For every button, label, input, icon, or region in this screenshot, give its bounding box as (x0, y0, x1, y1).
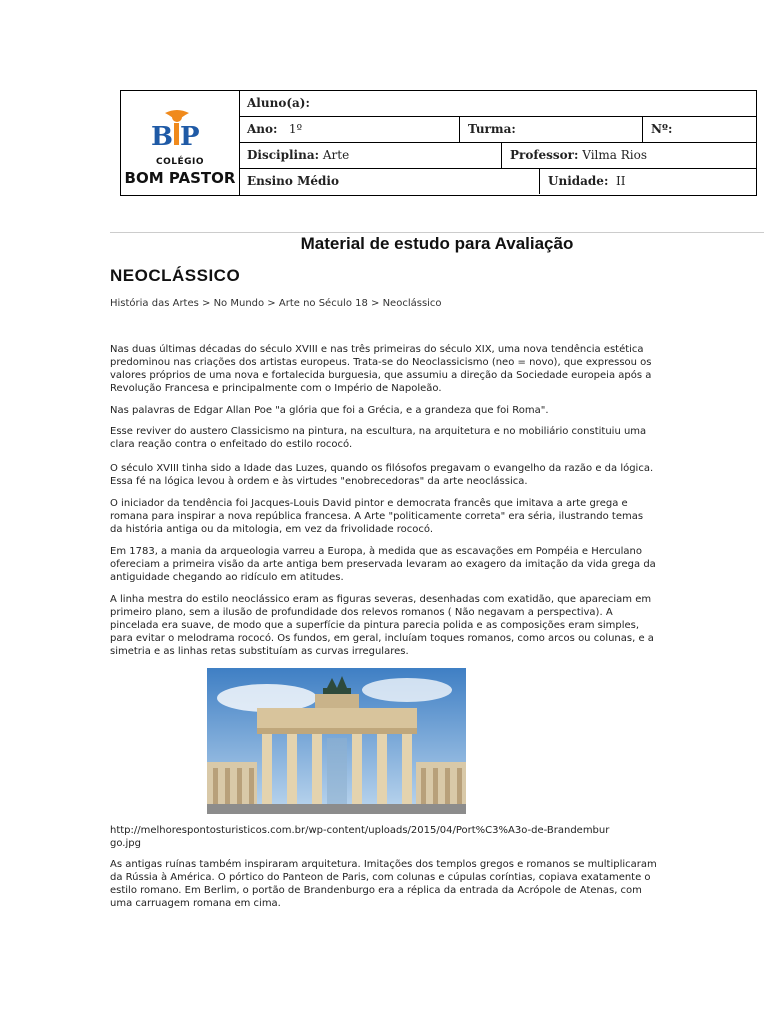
professor-value: Vilma Rios (582, 148, 647, 162)
professor-label: Professor: (510, 148, 579, 162)
svg-text:B: B (151, 122, 173, 149)
row-ensino (239, 169, 757, 195)
unidade-field (539, 169, 757, 194)
row-ano (239, 117, 757, 143)
school-prefix: COLÉGIO (155, 157, 205, 167)
breadcrumb: História das Artes > No Mundo > Arte no Século 18 > Neoclássico (110, 298, 442, 309)
disciplina-value: Arte (322, 148, 350, 162)
divider (110, 232, 764, 233)
row-disciplina (239, 143, 757, 169)
turma-label: Turma: (468, 122, 516, 136)
aluno-field (239, 91, 757, 116)
ano-value: 1º (288, 122, 303, 136)
turma-field (459, 117, 642, 142)
numero-field (642, 117, 757, 142)
svg-text:P: P (180, 122, 200, 149)
professor-field (501, 143, 757, 168)
document-title: Material de estudo para Avaliação (300, 234, 574, 253)
unidade-value: II (616, 174, 626, 188)
school-logo (121, 91, 240, 195)
row-aluno (239, 91, 757, 117)
numero-label: Nº: (651, 122, 673, 136)
aluno-label: Aluno(a): (247, 96, 310, 110)
paragraph: O século XVIII tinha sido a Idade das Luzes, quando os filósofos pregavam o evangelho da razão e da lógica. Essa fé na lógica levou à ordem e às virtudes "enobrecedoras" da arte neoclássica. (110, 463, 654, 487)
ensino-label: Ensino Médio (247, 174, 339, 188)
paragraph: Em 1783, a mania da arqueologia varreu a Europa, à medida que as escavações em Pompéia e Herculano ofereciam a primeira visão da arte antiga bem preservada levaram ao exagero da imitação da vida grega da antiguidade chegando ao ridículo em atitudes. (110, 546, 656, 583)
paragraph: As antigas ruínas também inspiraram arquitetura. Imitações dos templos gregos e romanos se multiplicaram da Rússia à América. O pórtico do Panteon de Paris, com colunas e cúpulas coríntias, copiava exatamente o estilo romano. Em Berlim, o portão de Brandenburgo era a réplica da entrada da Acrópole de Atenas, com uma carruagem romana em cima. (110, 859, 657, 909)
header-table (120, 90, 757, 196)
bom-pastor-logo-mark (147, 109, 207, 149)
image-source-link[interactable]: http://melhorespontosturisticos.com.br/wp-content/uploads/2015/04/Port%C3%A3o-de-Brandemburgo.jpg (110, 825, 610, 849)
brandenburg-gate-photo (207, 668, 466, 814)
unidade-label: Unidade: (548, 174, 609, 188)
ano-label: Ano: (247, 122, 278, 136)
paragraph: Nas duas últimas décadas do século XVIII e nas três primeiras do século XIX, uma nova tendência estética predominou nas criações dos artistas europeus. Trata-se do Neoclassicismo (neo = novo), que expressou os valores próprios de uma nova e fortalecida burguesia, que assumiu a direção da Sociedade europeia após a Revolução Francesa e principalmente com o Império de Napoleão. (110, 344, 652, 394)
section-title: NEOCLÁSSICO (110, 266, 241, 285)
paragraph: O iniciador da tendência foi Jacques-Louis David pintor e democrata francês que imitava a arte grega e romana para inspirar a nova república francesa. A Arte "politicamente correta" era séria, ilustrando temas da história antiga ou da mitologia, em vez da frivolidade rococó. (110, 498, 644, 535)
ensino-field (239, 169, 539, 194)
ano-field (239, 117, 459, 142)
school-name: BOM PASTOR (124, 169, 236, 187)
paragraph: Nas palavras de Edgar Allan Poe "a glória que foi a Grécia, e a grandeza que foi Roma". (110, 405, 549, 416)
paragraph: A linha mestra do estilo neoclássico eram as figuras severas, desenhadas com exatidão, que apareciam em primeiro plano, sem a ilusão de profundidade dos relevos romanos ( Não negavam a perspectiva). A pincelada era suave, de modo que a superfície da pintura parecia polida e as composições eram simples, para evitar o melodrama rococó. Os fundos, em geral, incluíam toques romanos, como arcos ou colunas, e a simetria e as linhas retas substituíam as curvas irregulares. (110, 594, 654, 657)
disciplina-field (239, 143, 501, 168)
disciplina-label: Disciplina: (247, 148, 320, 162)
paragraph: Esse reviver do austero Classicismo na pintura, na escultura, na arquitetura e no mobiliário constituiu uma clara reação contra o enfeitado do estilo rococó. (110, 426, 647, 450)
